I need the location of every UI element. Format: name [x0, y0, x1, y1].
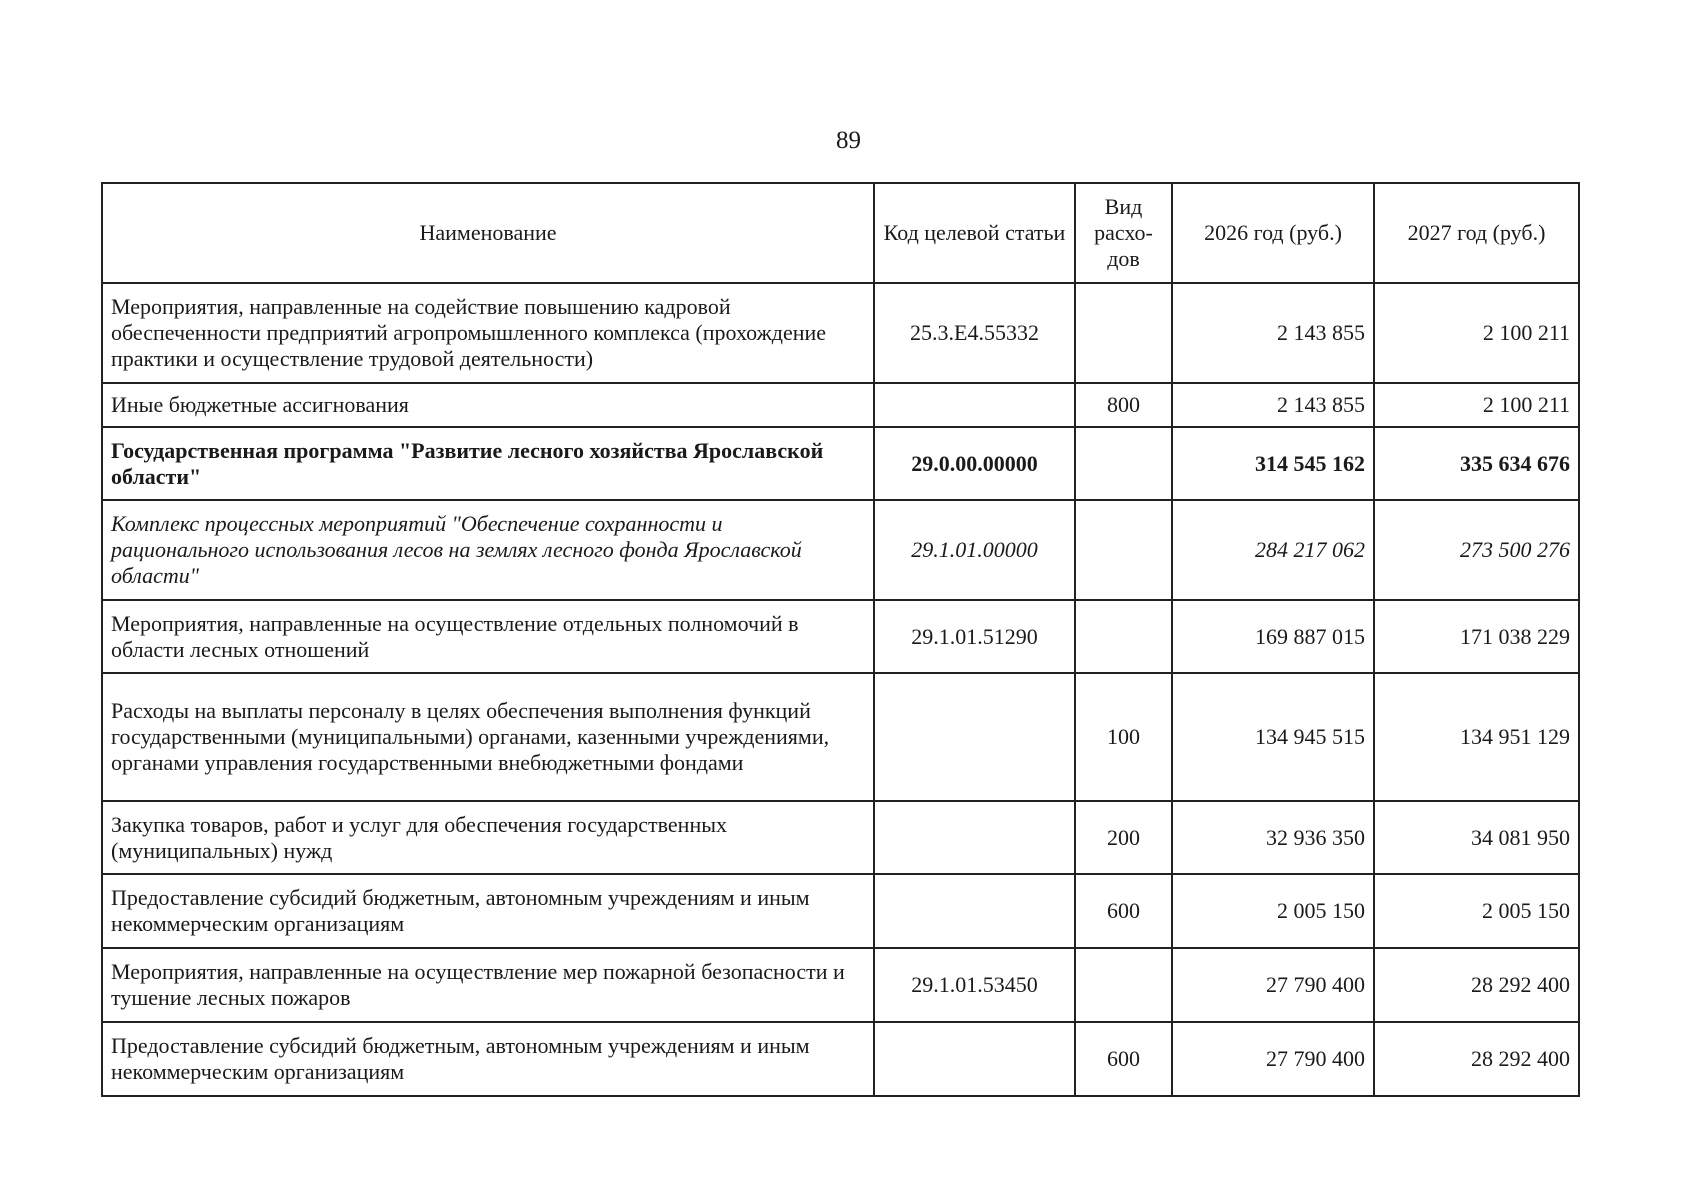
row-name: Расходы на выплаты персоналу в целях обеспечения выполнения функций государственными (муниципальными) органами, казенными учреждениями, органами управления государственными внебюджетными фондами [102, 673, 874, 801]
row-code [874, 874, 1075, 948]
row-year-2027: 2 100 211 [1374, 383, 1579, 427]
row-year-2027: 2 100 211 [1374, 283, 1579, 383]
header-year-2027: 2027 год (руб.) [1374, 183, 1579, 283]
row-type [1075, 500, 1172, 600]
row-year-2026: 2 143 855 [1172, 283, 1374, 383]
row-type: 200 [1075, 801, 1172, 874]
row-code: 29.0.00.00000 [874, 427, 1075, 500]
row-name: Предоставление субсидий бюджетным, автономным учреждениям и иным некоммерческим организациям [102, 1022, 874, 1096]
row-name: Мероприятия, направленные на осуществление мер пожарной безопасности и тушение лесных пожаров [102, 948, 874, 1022]
row-type: 600 [1075, 874, 1172, 948]
row-year-2027: 273 500 276 [1374, 500, 1579, 600]
row-type: 800 [1075, 383, 1172, 427]
page-number: 89 [836, 127, 861, 154]
row-type [1075, 600, 1172, 673]
row-name: Предоставление субсидий бюджетным, автономным учреждениям и иным некоммерческим организациям [102, 874, 874, 948]
row-year-2026: 32 936 350 [1172, 801, 1374, 874]
table-row [102, 500, 1579, 600]
row-name: Государственная программа "Развитие лесного хозяйства Ярославской области" [102, 427, 874, 500]
header-year-2026: 2026 год (руб.) [1172, 183, 1374, 283]
table-header-row [102, 183, 1579, 283]
row-year-2026: 314 545 162 [1172, 427, 1374, 500]
table-row [102, 874, 1579, 948]
row-type [1075, 427, 1172, 500]
row-year-2026: 2 005 150 [1172, 874, 1374, 948]
row-year-2026: 134 945 515 [1172, 673, 1374, 801]
row-year-2027: 34 081 950 [1374, 801, 1579, 874]
row-code: 29.1.01.53450 [874, 948, 1075, 1022]
row-type [1075, 948, 1172, 1022]
row-code [874, 1022, 1075, 1096]
row-year-2027: 134 951 129 [1374, 673, 1579, 801]
row-year-2026: 27 790 400 [1172, 1022, 1374, 1096]
row-code [874, 673, 1075, 801]
row-year-2027: 28 292 400 [1374, 1022, 1579, 1096]
table-row [102, 427, 1579, 500]
table-row [102, 801, 1579, 874]
row-code: 29.1.01.00000 [874, 500, 1075, 600]
row-year-2026: 27 790 400 [1172, 948, 1374, 1022]
row-year-2027: 335 634 676 [1374, 427, 1579, 500]
table-row [102, 673, 1579, 801]
row-code: 29.1.01.51290 [874, 600, 1075, 673]
row-name: Закупка товаров, работ и услуг для обеспечения государственных (муниципальных) нужд [102, 801, 874, 874]
row-name: Мероприятия, направленные на содействие повышению кадровой обеспеченности предприятий агропромышленного комплекса (прохождение практики и осуществление трудовой деятельности) [102, 283, 874, 383]
row-type [1075, 283, 1172, 383]
budget-table [101, 182, 1580, 1097]
table-row [102, 948, 1579, 1022]
row-year-2027: 28 292 400 [1374, 948, 1579, 1022]
header-code: Код целевой статьи [874, 183, 1075, 283]
row-name: Иные бюджетные ассигнования [102, 383, 874, 427]
row-year-2026: 2 143 855 [1172, 383, 1374, 427]
table-row [102, 383, 1579, 427]
table-row [102, 600, 1579, 673]
row-code [874, 383, 1075, 427]
row-year-2026: 284 217 062 [1172, 500, 1374, 600]
row-year-2027: 171 038 229 [1374, 600, 1579, 673]
row-code [874, 801, 1075, 874]
row-type: 100 [1075, 673, 1172, 801]
table-row [102, 283, 1579, 383]
header-name: Наименование [102, 183, 874, 283]
row-year-2027: 2 005 150 [1374, 874, 1579, 948]
row-code: 25.3.Е4.55332 [874, 283, 1075, 383]
row-name: Мероприятия, направленные на осуществление отдельных полномочий в области лесных отношений [102, 600, 874, 673]
table-row [102, 1022, 1579, 1096]
row-year-2026: 169 887 015 [1172, 600, 1374, 673]
header-type: Вид расхо-дов [1075, 183, 1172, 283]
row-name: Комплекс процессных мероприятий "Обеспечение сохранности и рационального использования лесов на землях лесного фонда Ярославской области" [102, 500, 874, 600]
row-type: 600 [1075, 1022, 1172, 1096]
